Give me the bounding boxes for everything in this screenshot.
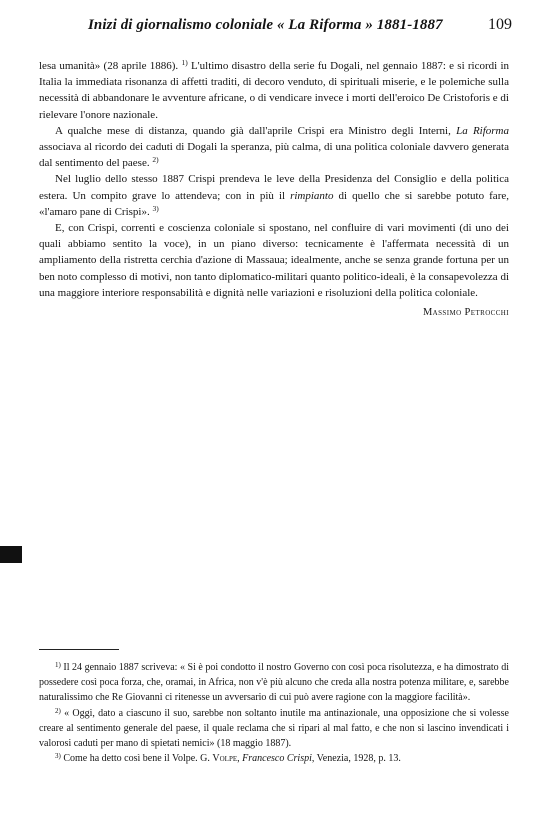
footnote-3-author: Volpe (212, 753, 238, 765)
running-title: Inizi di giornalismo coloniale « La Riforma » 1881-1887 (88, 17, 443, 33)
page-number: 109 (488, 16, 512, 33)
footnote-3-text-c: , Venezia, 1928, p. 13. (311, 753, 401, 765)
footnote-3 (39, 751, 509, 766)
p2-text-a: A qualche mese di distanza, quando già dall'aprile Crispi era Ministro degli Interni, (55, 124, 457, 137)
paragraph-3 (39, 171, 509, 220)
footnote-ref-1: 1) (181, 58, 188, 67)
paragraph-1 (39, 58, 509, 123)
footnote-1-text: Il 24 gennaio 1887 scriveva: « Si è poi condotto il nostro Governo con così poca risolutezza, e ha dimostrato di possedere così poca forza, che, oramai, in Africa, non v'è più alcuno che creda alla nostra potenza militare, e, sarebbe naturalissimo che Re Giovanni ci ritenesse un avversario di cui può avere ragione con la maggiore facilità». (39, 662, 509, 704)
p1-text-b: L'ultimo disastro della serie fu Dogali, nel gennaio 1887: e si ricordi in Italia la immediata risonanza di affetti traditi, di decoro venduto, di spirituali miserie, e le polemiche sulla necessità di abbandonare le avventure africane, o di vendicare invece i morti dell'eroico De Cristoforis e di rielevare l'onore nazionale. (39, 60, 510, 121)
margin-mark (0, 546, 22, 563)
footnote-ref-3: 3) (152, 203, 159, 213)
paragraph-2 (39, 123, 509, 172)
footnote-rule (39, 649, 119, 650)
footnote-2-number: 2) (55, 706, 61, 715)
footnote-2 (39, 706, 509, 752)
signature-name: Massimo Petrocchi (422, 307, 509, 319)
main-text (39, 58, 509, 321)
p1-text-a: lesa umanità» (28 aprile 1886). (39, 60, 179, 72)
running-header (44, 14, 512, 36)
p3-italic-word: rimpianto (290, 189, 334, 202)
p3-text-b: di quello che si sarebbe potuto fare, «l'amaro pane di Crispi». (39, 189, 509, 218)
paragraph-4: E, con Crispi, correnti e coscienza coloniale si spostano, nel confluire di vari movimenti (di uno dei quali abbiamo sentito la voce), in un piano diverso: tecnicamente è l'affermata necessità di un ampliamento della ristretta cerchia d'azione di Massaua; idealmente, anche se senza grande fortuna per un ben noto complesso di motivi, non tanto diplomatico-militari quanto politico-ideali, è la consapevolezza di una maggiore interiore responsabilità e dignità nelle variazioni e risoluzioni della politica coloniale. (39, 222, 509, 299)
footnote-2-text: « Oggi, dato a ciascuno il suo, sarebbe non soltanto inutile ma antinazionale, una opposizione che si volesse creare al sentimento generale del paese, il quale reclama che si ripari al mal fatto, e che non si lascino invendicati i valorosi caduti per mano di spietati nemici» (18 maggio 1887). (39, 707, 509, 750)
footnote-1 (39, 660, 509, 706)
footnote-ref-2: 2) (152, 155, 159, 165)
footnotes (39, 660, 509, 766)
footnote-3-text-b: , (237, 753, 243, 765)
footnote-3-text-a: Come ha detto così bene il Volpe. G. (60, 753, 213, 765)
p2-text-b: associava al ricordo dei caduti di Dogali la speranza, più calma, di una politica coloniale davvero generata dal sentimento del paese. (39, 141, 509, 170)
p2-newspaper-title: La Riforma (456, 124, 509, 137)
footnote-3-book-title: Francesco Crispi (242, 753, 312, 765)
author-signature (39, 305, 509, 321)
footnote-1-number: 1) (55, 661, 61, 669)
p3-text-a: Nel luglio dello stesso 1887 Crispi prendeva le leve della Presidenza del Consiglio e della politica estera. Un compito grave lo attendeva; con in più il (39, 173, 509, 202)
footnote-3-number: 3) (55, 752, 61, 761)
